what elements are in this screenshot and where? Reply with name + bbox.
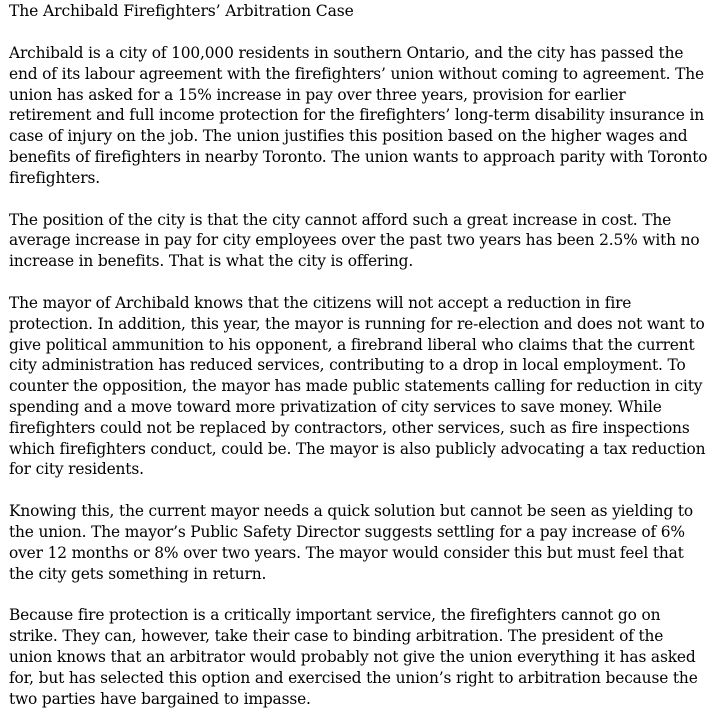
document-title: The Archibald Firefighters’ Arbitration Case <box>9 2 354 20</box>
spacer <box>9 480 711 501</box>
spacer <box>9 189 711 210</box>
spacer <box>9 272 711 293</box>
paragraph-1: Archibald is a city of 100,000 residents in southern Ontario, and the city has passed the end of its labour agreement with the firefighters’ union without coming to agreement. The union has asked for a 15% increase in pay over three years, provision for earlier retirement and full income protection for the firefighters’ long-term disability insurance in case of injury on the job. The union justifies this position based on the higher wages and benefits of firefighters in nearby Toronto. The union wants to approach parity with Toronto firefighters. <box>9 44 708 187</box>
paragraph-5: Because fire protection is a critically important service, the firefighters cannot go on strike. They can, however, take their case to binding arbitration. The president of the union knows that an arbitrator would probably not give the union everything it has asked for, but has selected this option and exercised the union’s right to arbitration because the two parties have bargained to impasse. <box>9 606 698 708</box>
paragraph-4: Knowing this, the current mayor needs a quick solution but cannot be seen as yielding to the union. The mayor’s Public Safety Director suggests settling for a pay increase of 6% over 12 months or 8% over two years. The mayor would consider this but must feel that the city gets something in return. <box>9 502 693 583</box>
spacer <box>9 584 711 605</box>
paragraph-3: The mayor of Archibald knows that the citizens will not accept a reduction in fire protection. In addition, this year, the mayor is running for re-election and does not want to give political ammunition to his opponent, a firebrand liberal who claims that the current city administration has reduced services, contributing to a drop in local employment. To counter the opposition, the mayor has made public statements calling for reduction in city spending and a move toward more privatization of city services to save money. While firefighters could not be replaced by contractors, other services, such as fire inspections which firefighters conduct, could be. The mayor is also publicly advocating a tax reduction for city residents. <box>9 293 706 479</box>
document-page <box>9 0 711 709</box>
spacer <box>9 22 711 43</box>
paragraph-2: The position of the city is that the city cannot afford such a great increase in cost. The average increase in pay for city employees over the past two years has been 2.5% with no increase in benefits. That is what the city is offering. <box>9 210 700 271</box>
